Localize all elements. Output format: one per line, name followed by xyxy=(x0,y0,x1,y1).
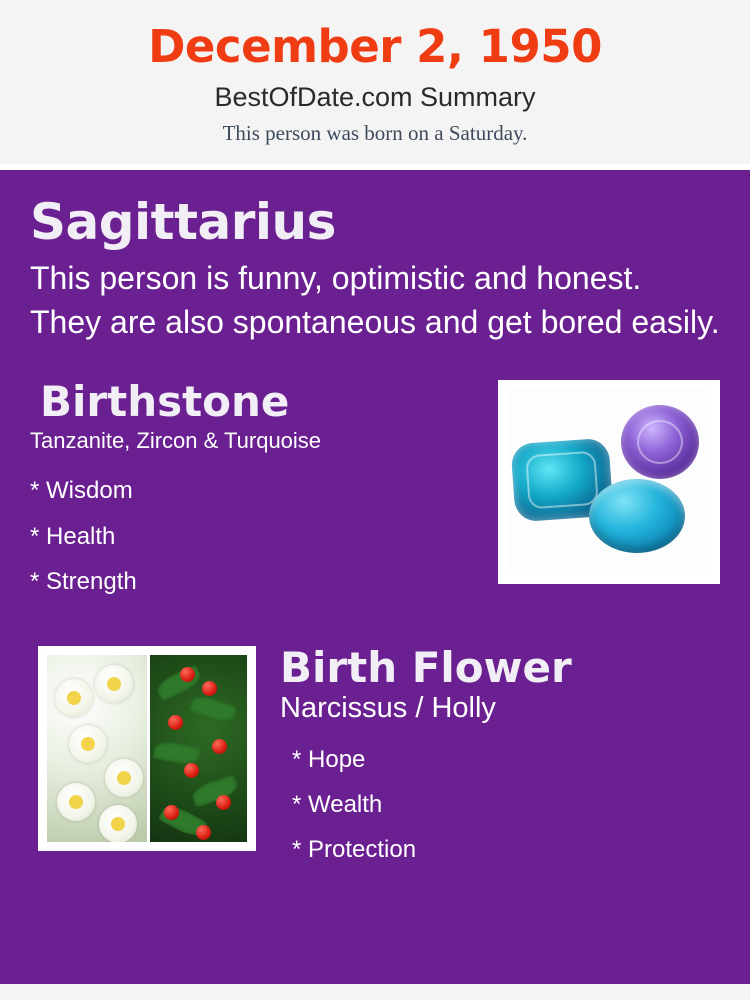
birth-flower-image-inner xyxy=(47,655,247,842)
list-item: * Wealth xyxy=(292,790,383,818)
birth-flower-traits xyxy=(280,737,720,872)
page-title: December 2, 1950 xyxy=(148,20,602,73)
born-day-note: This person was born on a Saturday. xyxy=(222,120,528,145)
list-item: * Strength xyxy=(30,567,137,595)
zircon-purple-gem-icon xyxy=(621,405,699,479)
birthstone-title: Birthstone xyxy=(40,377,290,427)
turquoise-gem-icon xyxy=(589,479,685,553)
birth-flower-text xyxy=(280,642,720,872)
main-panel xyxy=(0,170,750,984)
list-item: * Health xyxy=(30,522,116,550)
zodiac-sign-title: Sagittarius xyxy=(30,192,336,251)
list-item: * Hope xyxy=(292,745,366,773)
birth-flower-names: Narcissus / Holly xyxy=(280,691,496,724)
holly-berry-icon xyxy=(147,655,247,842)
birth-flower-image xyxy=(38,646,256,851)
site-summary-label: BestOfDate.com Summary xyxy=(214,81,536,112)
list-item: * Protection xyxy=(292,836,417,864)
zodiac-description: This person is funny, optimistic and honest. They are also spontaneous and get bored easily. xyxy=(30,260,720,341)
header xyxy=(0,0,750,164)
birthstone-image-inner xyxy=(507,389,711,575)
list-item: * Wisdom xyxy=(30,477,133,505)
birthstone-names: Tanzanite, Zircon & Turquoise xyxy=(30,428,322,454)
narcissus-flower-icon xyxy=(47,655,147,842)
birth-flower-section xyxy=(30,642,720,876)
birthstone-section xyxy=(30,377,720,603)
birthstone-image xyxy=(498,380,720,584)
birth-flower-title: Birth Flower xyxy=(280,642,572,692)
